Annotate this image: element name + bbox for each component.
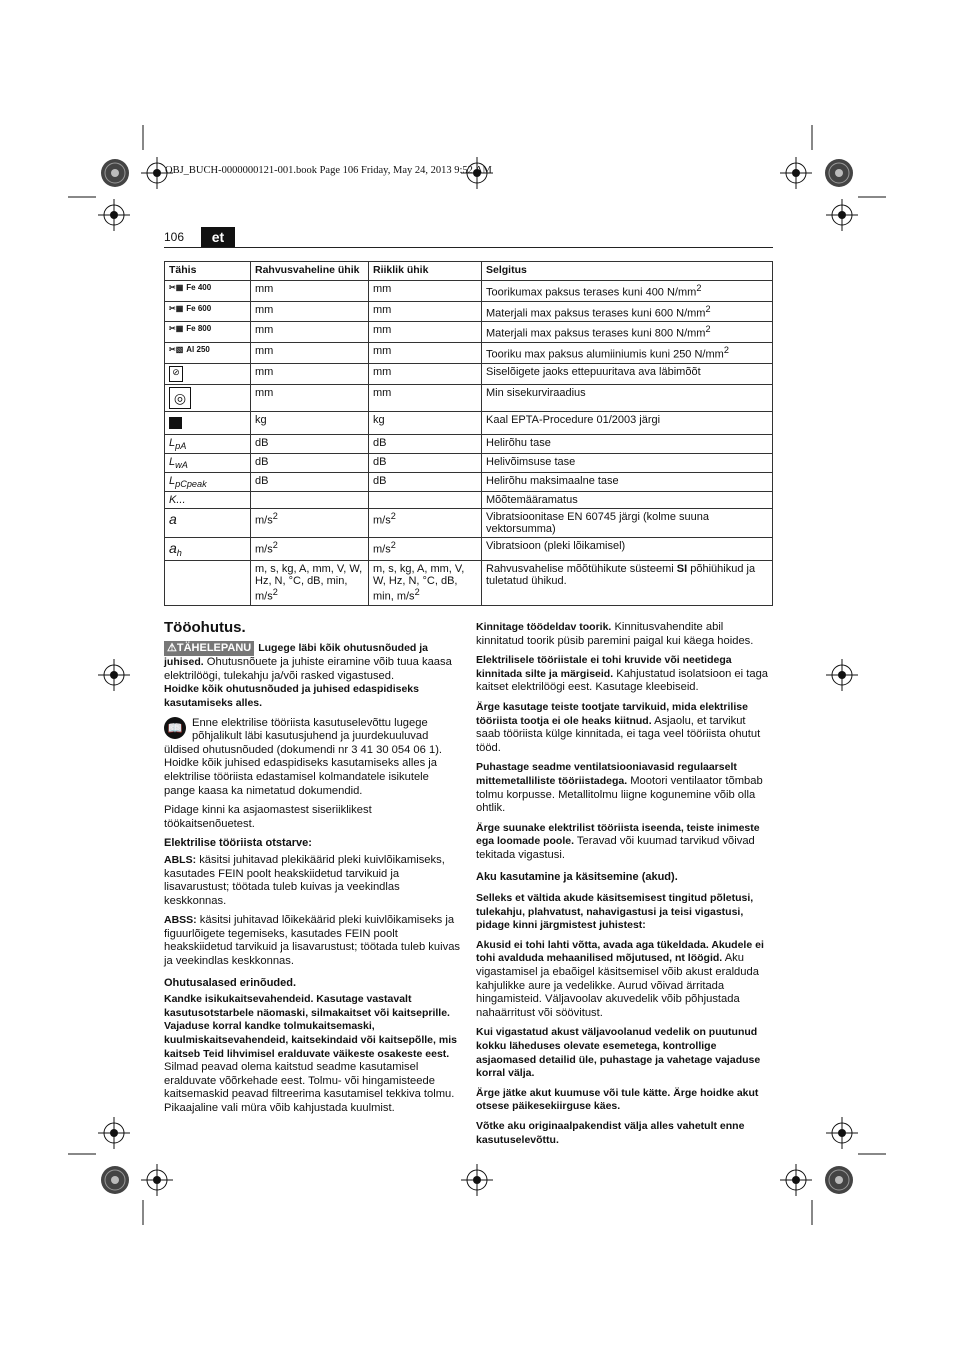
purpose-heading: Elektrilise tööriista otstarve: [164, 837, 312, 850]
table-row: m, s, kg, A, mm, V, W, Hz, N, °C, dB, min, $m/s^2$ m, s, kg, A, mm, V, W, Hz, N, °C, dB, min, $m/s^2$ Rahvusvahelise mõõtühikute süsteemi SI põhiühikud ja tuletatud ühikud. [165, 561, 773, 606]
special-safety-heading: Ohutusalased erinõuded. [164, 976, 297, 989]
table-header-row [165, 262, 773, 281]
section-title: Tööohutus. [164, 619, 246, 636]
table-row: ⊘ mm mm Siselõigete jaoks ettepuuritava ava läbimõõt [165, 363, 773, 384]
cut-thickness-icon: ✂▦ [169, 324, 184, 334]
table-row: K... Mõõtemääramatus [165, 492, 773, 509]
cut-thickness-icon: ✂▦ [169, 283, 184, 292]
curve-radius-icon: ◎ [169, 387, 191, 409]
table-row: kg kg Kaal EPTA-Procedure 01/2003 järgi [165, 411, 773, 434]
table-row: $L_{wA}$ dB dB Helivõimsuse tase [165, 453, 773, 472]
page-number: 106 [164, 230, 185, 244]
col-header-symbol: Tähis [165, 262, 251, 281]
table-row: ✂▦ Fe 800 mm mm Materjali max paksus terases kuni 800 $N/mm^2$ [165, 322, 773, 343]
col-header-desc: Selgitus [482, 262, 773, 281]
read-manual-icon: 📖 [164, 717, 186, 739]
language-badge: et [201, 227, 235, 247]
cut-thickness-icon: ✂▧ [169, 344, 184, 354]
cut-thickness-icon: ✂▦ [169, 303, 184, 313]
file-info-header: OBJ_BUCH-0000000121-001.book Page 106 Friday, May 24, 2013 9:52 AM [165, 165, 492, 176]
table-row: ✂▦ Fe 400 mm mm Toorikumax paksus terases kuni 400 $N/mm^2$ [165, 281, 773, 302]
table-row: ✂▧ Al 250 mm mm Tooriku max paksus alumiiniumis kuni 250 $N/mm^2$ [165, 342, 773, 363]
col-header-intl: Rahvusvaheline ühik [251, 262, 369, 281]
col-header-nat: Riiklik ühik [369, 262, 482, 281]
keep-instructions: Hoidke kõik ohutusnõuded ja juhised edaspidiseks kasutamiseks alles. [164, 683, 419, 709]
table-row: ✂▦ Fe 600 mm mm Materjali max paksus terases kuni 600 $N/mm^2$ [165, 301, 773, 322]
table-row: $L_{pA}$ dB dB Helirõhu tase [165, 434, 773, 453]
weight-icon [169, 417, 182, 429]
header-rule [164, 247, 773, 248]
left-column: Tööohutus. ⚠TÄHELEPANU Lugege läbi kõik ohutusnõuded ja juhised. Ohutusnõuete ja juhiste eiramine võib tuua kaasa elektrilöögi, tulekahju ja/või rasked vigastused. Hoidke kõik ohutusnõuded ja juhised edaspidiseks kasutamiseks alles. 📖 Enne elektrilise tööriista kasutuselevõttu lugege põhjalikult läbi kasutusjuhend ja juurdekuuluvad üldised ohutusnõuded (dokumendi nr 3 41 30 054 06 1). Hoidke kõik juhised edaspidiseks kasutamiseks alles ja elektrilise tööriista edastamisel kolmandatele isikutele pange kaasa ka nimetatud dokumendid. Pidage kinni ka asjaomastest siseriiklikest töökaitsenõuetest. Elektrilise tööriista otstarve: ABLS: käsitsi juhitavad plekikäärid pleki kuivlõikamiseks, kasutades FEIN poolt heakskiidetud tarvikuid ja lisavarustust; töötada tuleb kuivas ja veekindlas keskkonnas. ABSS: käsitsi juhitavad lõikekäärid pleki kuivlõikamiseks ja figuurlõigete tegemiseks, kasutades FEIN poolt heakskiidetud tarvikuid ja lisavarustust; töötada tuleb kuivas ja veekindlas keskkonnas. Ohutusalased erinõuded. Kandke isikukaitsevahendeid. Kasutage vastavalt kasutusotstarbele näomaski, silmakaitset või kaitseprille. Vajaduse korral kandke tolmukaitsemaski, kuulmiskaitsevahendeid, kaitsekindaid või kaitsepõlle, mis kaitseb Teid lihvimisel eralduvate väikeste osakeste eest. Silmad peavad olema kaitstud seadme kasutamisel eralduvate võõrkehade eest. Tolmu- või hingamisteede kaitsemaskid peavad filtreerima kasutamisel tekkiva tolmu. Pikaajaline vali müra võib kahjustada kuulmist. [164, 619, 461, 1114]
table-row: $a_h$ $m/s^2$ $m/s^2$ Vibratsioon (pleki lõikamisel) [165, 538, 773, 561]
table-row: ◎ mm mm Min sisekurviraadius [165, 384, 773, 411]
drill-hole-icon: ⊘ [169, 366, 183, 382]
right-column: Kinnitage töödeldav toorik. Kinnitusvahendite abil kinnitatud toorik püsib paremini paigal kui käega hoides. Elektrilisele tööriistale ei tohi kruvide või neetidega kinnitada silte ja märgiseid. Kahjustatud isolatsioon ei taga kaitset elektrilöögi eest. Kasutage kleebiseid. Ärge kasutage teiste tootjate tarvikuid, mida elektrilise tööriista tootja ei ole heaks kiitnud. Asjaolu, et tarvikut saab tööriista külge kinnitada, ei taga veel tööriista ohutut tööd. Puhastage seadme ventilatsiooniavasid regulaarselt mittemetalliliste tööriistadega. Mootori ventilaator tõmbab tolmu korpusse. Metallitolmu liigne kogunemine võib olla ohtlik. Ärge suunake elektrilist tööriista iseenda, teiste inimeste ega loomade poole. Teravad või kuumad tarvikud võivad tekitada vigastusi. Aku kasutamine ja käsitsemine (akud). Selleks et vältida akude käsitsemisest tingitud põletusi, tulekahju, plahvatust, nahavigastusi ja teisi vigastusi, pidage kinni järgmistest juhistest: Akusid ei tohi lahti võtta, avada aga tükeldada. Akudele ei tohi avalduda mehaanilised mõjutused, nt löögid. Aku vigastamisel ja ebaõigel käsitsemisel võib akust eralduda kahjulikke aure ja vedelikke. Aurud võivad ärritada hingamisteid. Väljavoolav akuvedelik võib põhjustada nahaärritust või söövitust. Kui vigastatud akust väljavoolanud vedelik on puutunud kokku läheduses olevate esemetega, kontrollige asjaomased detailid üle, puhastage ja vahetage vajaduse korral välja. Ärge jätke akut kuumuse või tule kätte. Ärge hoidke akut otsese päikesekiirguse käes. Võtke aku originaalpakendist välja alles vahetult enne kasutuselevõttu. [476, 621, 772, 1153]
battery-heading: Aku kasutamine ja käsitsemine (akud). [476, 870, 678, 883]
table-row: $L_{pCpeak}$ dB dB Helirõhu maksimaalne tase [165, 473, 773, 492]
warning-badge: ⚠TÄHELEPANU [164, 641, 254, 657]
table-row: a $m/s^2$ $m/s^2$ Vibratsioonitase EN 60745 järgi (kolme suuna vektorsumma) [165, 509, 773, 538]
spec-table [164, 261, 773, 606]
